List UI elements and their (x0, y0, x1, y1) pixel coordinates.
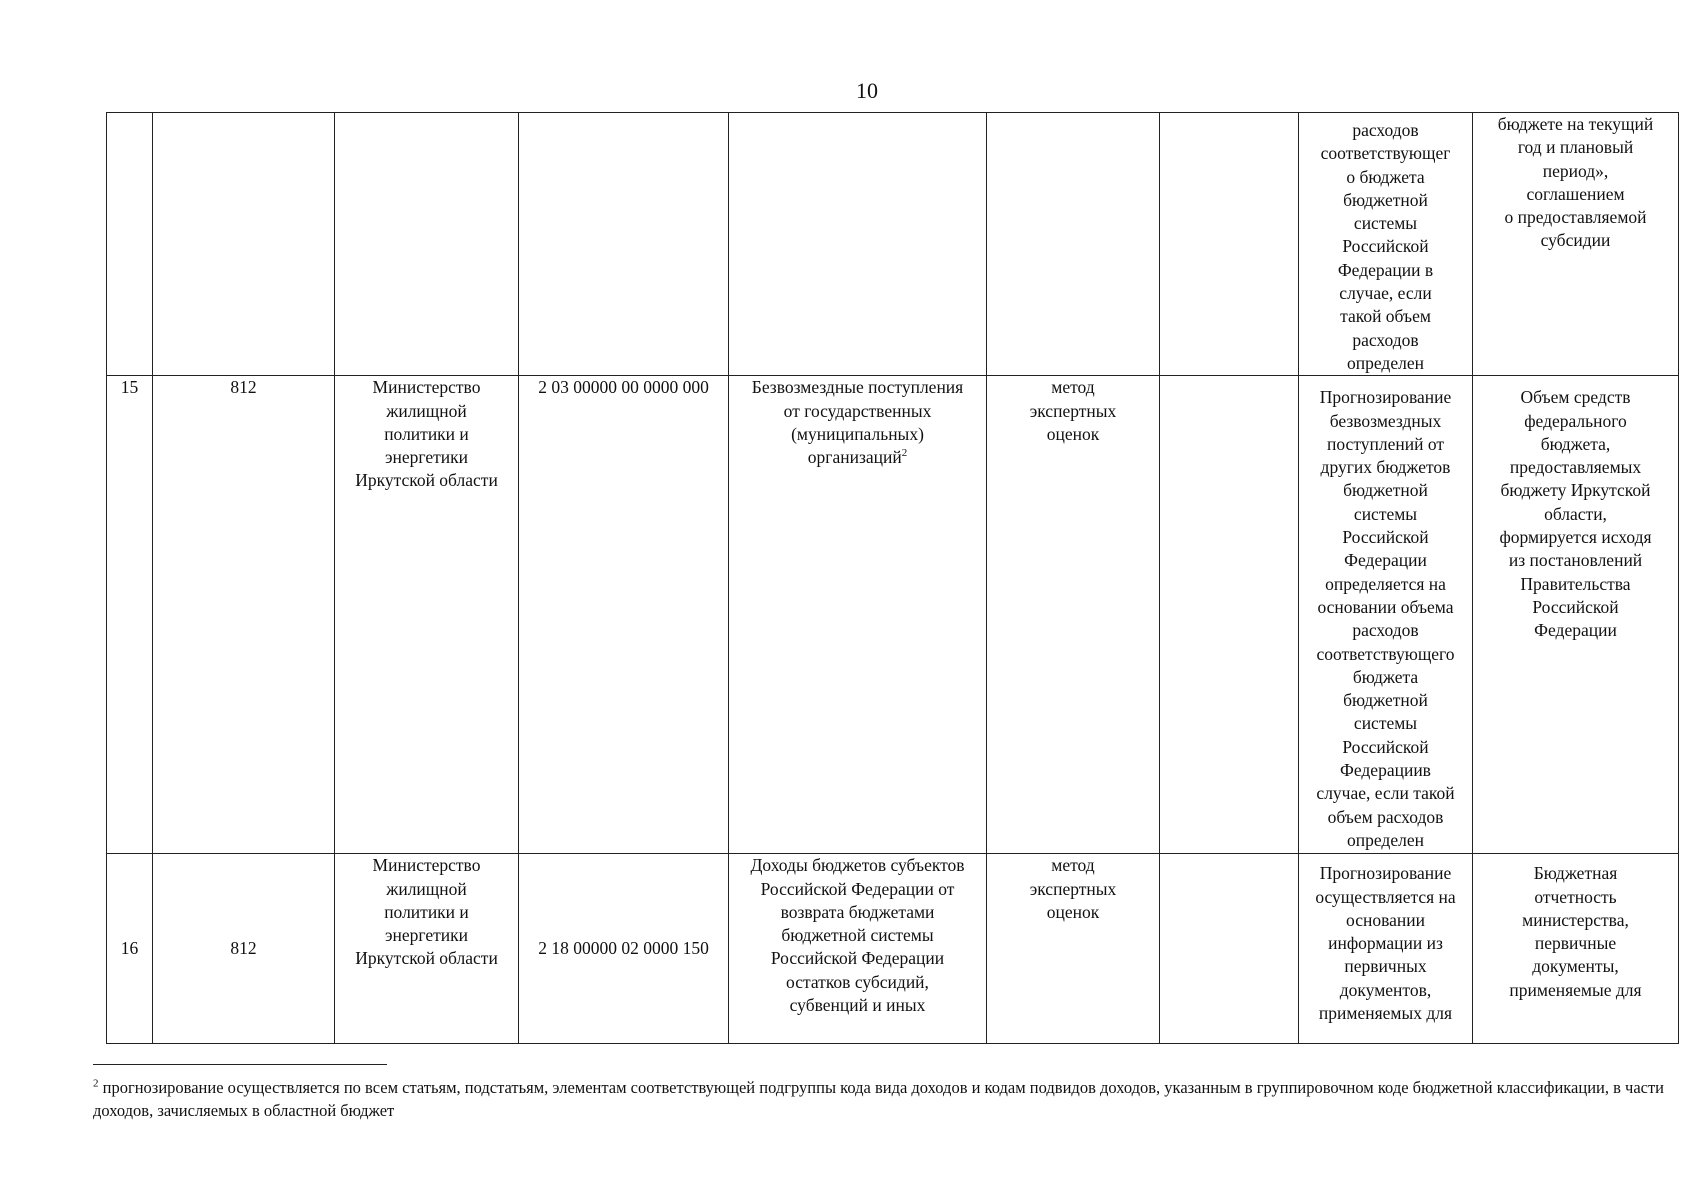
footnote (93, 1076, 1693, 1122)
cell-data-source: Бюджетная отчетность министерства, первичные документы, применяемые для (1473, 854, 1679, 1044)
cell-kbk (519, 113, 729, 376)
cell-number (107, 113, 153, 376)
cell-admin-name: Министерство жилищной политики и энергетики Иркутской области (335, 376, 519, 854)
cell-forecast-description: Прогнозирование осуществляется на основании информации из первичных документов, применяемых для (1299, 854, 1473, 1044)
cell-data-source: бюджете на текущий год и плановый период», соглашением о предоставляемой субсидии (1473, 113, 1679, 376)
table-row-continued (107, 113, 1679, 376)
page-number: 10 (856, 78, 878, 103)
cell-admin-code: 812 (153, 854, 335, 1044)
cell-kbk: 2 18 00000 02 0000 150 (519, 854, 729, 1044)
cell-data-source: Объем средств федерального бюджета, предоставляемых бюджету Иркутской области, формируется исходя из постановлений Правительства Российской Федерации (1473, 376, 1679, 854)
cell-formula (1160, 113, 1299, 376)
cell-method: метод экспертных оценок (987, 376, 1160, 854)
cell-forecast-description: Прогнозирование безвозмездных поступлений от других бюджетов бюджетной системы Российской Федерации определяется на основании объема расходов соответствующего бюджета бюджетной системы Российской Федерациив случае, если такой объем расходов определен (1299, 376, 1473, 854)
cell-method (987, 113, 1160, 376)
cell-revenue-name: Безвозмездные поступления от государственных (муниципальных) организаций$^2$ (729, 376, 987, 854)
cell-revenue-name (729, 113, 987, 376)
footnote-text: прогнозирование осуществляется по всем статьям, подстатьям, элементам соответствующей подгруппы кода вида доходов и кодам подвидов доходов, указанным в группировочном коде бюджетной классификации, в части доходов, зачисляемых в областной бюджет (93, 1078, 1665, 1120)
cell-forecast-description: расходов соответствующег о бюджета бюджетной системы Российской Федерации в случае, если такой объем расходов определен (1299, 113, 1473, 376)
cell-formula (1160, 854, 1299, 1044)
footnote-reference: 2 (901, 447, 908, 460)
cell-formula (1160, 376, 1299, 854)
cell-admin-name: Министерство жилищной политики и энергетики Иркутской области (335, 854, 519, 1044)
cell-admin-code: 812 (153, 376, 335, 854)
cell-revenue-name: Доходы бюджетов субъектов Российской Федерации от возврата бюджетами бюджетной системы Российской Федерации остатков субсидий, субвенций и иных (729, 854, 987, 1044)
footnote-mark: 2 (93, 1077, 99, 1090)
footnote-separator (93, 1064, 387, 1065)
cell-number: 15 (107, 376, 153, 854)
cell-admin-name (335, 113, 519, 376)
cell-kbk: 2 03 00000 00 0000 000 (519, 376, 729, 854)
cell-number: 16 (107, 854, 153, 1044)
revenue-forecast-table (106, 112, 1679, 1044)
table-row-16 (107, 854, 1679, 1044)
table-row-15 (107, 376, 1679, 854)
cell-admin-code (153, 113, 335, 376)
cell-method: метод экспертных оценок (987, 854, 1160, 1044)
